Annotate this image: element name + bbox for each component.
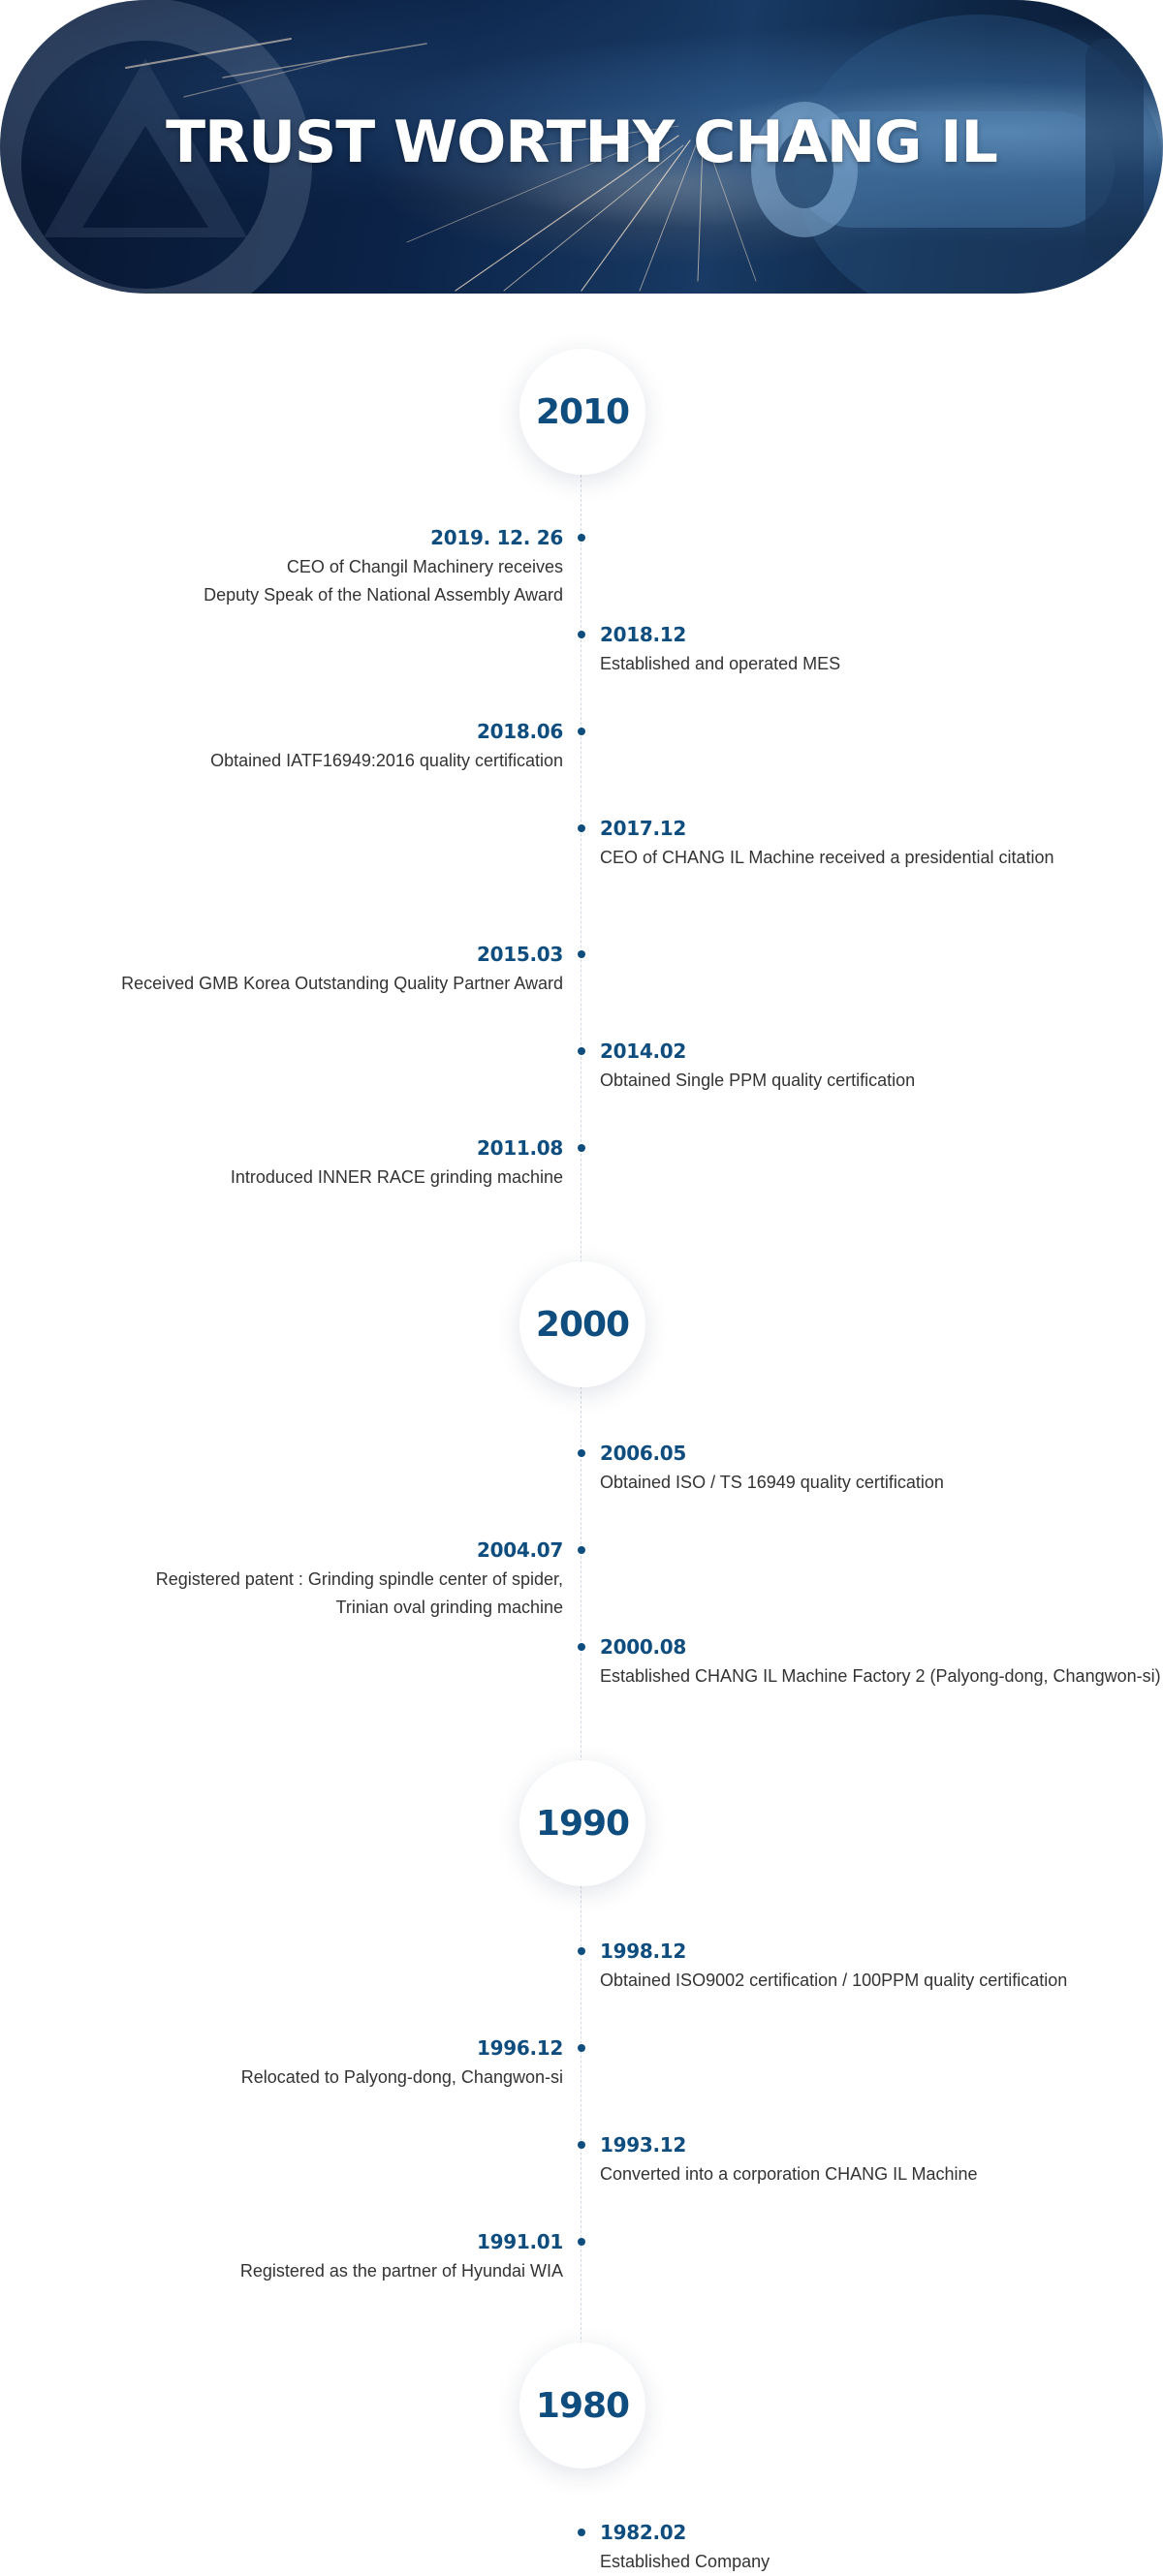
- entry-date: 2014.02: [600, 1040, 686, 1063]
- entry-description: Established and operated MES: [600, 654, 841, 673]
- timeline-entry: [20, 718, 563, 775]
- timeline-dot: [578, 2141, 585, 2149]
- timeline-dot: [578, 1047, 585, 1055]
- entry-date: 2018.06: [477, 720, 563, 743]
- timeline-dot: [578, 1449, 585, 1457]
- entry-date: 2004.07: [477, 1538, 563, 1562]
- timeline-dot: [578, 1643, 585, 1651]
- entry-date: 2011.08: [477, 1136, 563, 1160]
- entry-date: 1982.02: [600, 2521, 686, 2544]
- entry-description: Obtained Single PPM quality certification: [600, 1071, 916, 1090]
- timeline-dot: [578, 1947, 585, 1955]
- entry-desc-line: CEO of Changil Machinery receives: [286, 557, 563, 576]
- decade-badge-2000: 2000: [519, 1261, 645, 1387]
- timeline-dot: [578, 2238, 585, 2246]
- timeline-entry: [600, 621, 1143, 678]
- timeline-entry: [600, 815, 1143, 872]
- decade-badge-1990: 1990: [519, 1760, 645, 1886]
- entry-date: 2017.12: [600, 817, 686, 840]
- entry-description: Established Company: [600, 2552, 770, 2571]
- entry-desc-line: Trinian oval grinding machine: [335, 1598, 563, 1617]
- timeline-dot: [578, 824, 585, 832]
- timeline-entry: [20, 2034, 563, 2092]
- timeline-entry: [20, 1134, 563, 1192]
- timeline-dot: [578, 1144, 585, 1152]
- decade-badge-1980: 1980: [519, 2343, 645, 2468]
- entry-date: 2015.03: [477, 943, 563, 966]
- timeline-entry: [600, 2131, 1143, 2188]
- timeline-entry: [600, 1633, 1163, 1691]
- entry-description: Introduced INNER RACE grinding machine: [230, 1167, 563, 1187]
- timeline-dot: [578, 631, 585, 638]
- timeline-dot: [578, 728, 585, 735]
- timeline-entry: [600, 1038, 1143, 1095]
- timeline-dot: [578, 534, 585, 542]
- entry-date: 2006.05: [600, 1442, 686, 1465]
- entry-description: [20, 553, 563, 609]
- hero-title: TRUST WORTHY CHANG IL: [166, 109, 997, 176]
- entry-description: Registered as the partner of Hyundai WIA: [239, 2261, 563, 2281]
- entry-description: Obtained IATF16949:2016 quality certification: [210, 751, 563, 770]
- entry-description: CEO of CHANG IL Machine received a presidential citation: [600, 848, 1054, 867]
- timeline-dot: [578, 1546, 585, 1554]
- entry-description: Relocated to Palyong-dong, Changwon-si: [240, 2067, 563, 2087]
- entry-date: 1991.01: [477, 2230, 563, 2253]
- timeline-entry: [600, 1440, 1143, 1497]
- entry-description: Obtained ISO / TS 16949 quality certification: [600, 1473, 944, 1492]
- entry-date: 2000.08: [600, 1635, 686, 1659]
- timeline-entry: [20, 941, 563, 998]
- decade-badge-2010: 2010: [519, 349, 645, 475]
- timeline-line: [581, 475, 582, 2383]
- timeline-dot: [578, 950, 585, 958]
- timeline-entry: [600, 2519, 1143, 2576]
- entry-description: Received GMB Korea Outstanding Quality Partner Award: [121, 974, 563, 993]
- timeline-dot: [578, 2044, 585, 2052]
- entry-date: 2018.12: [600, 623, 686, 646]
- entry-description: [20, 1566, 563, 1622]
- timeline-entry: [600, 1938, 1143, 1995]
- entry-description: Converted into a corporation CHANG IL Machine: [600, 2164, 978, 2184]
- entry-description: Established CHANG IL Machine Factory 2 (Palyong-dong, Changwon-si): [600, 1666, 1161, 1686]
- timeline-entry: [20, 1536, 563, 1622]
- entry-date: 1993.12: [600, 2133, 686, 2157]
- entry-date: 1998.12: [600, 1940, 686, 1963]
- entry-desc-line: Registered patent : Grinding spindle center of spider,: [155, 1569, 563, 1589]
- timeline-entry: [20, 2228, 563, 2285]
- timeline-dot: [578, 2529, 585, 2536]
- entry-date: 2019. 12. 26: [430, 526, 563, 549]
- entry-description: Obtained ISO9002 certification / 100PPM quality certification: [600, 1971, 1068, 1990]
- entry-date: 1996.12: [477, 2036, 563, 2060]
- entry-desc-line: Deputy Speak of the National Assembly Award: [204, 585, 563, 605]
- hero-banner: [0, 0, 1163, 294]
- timeline-entry: [20, 524, 563, 609]
